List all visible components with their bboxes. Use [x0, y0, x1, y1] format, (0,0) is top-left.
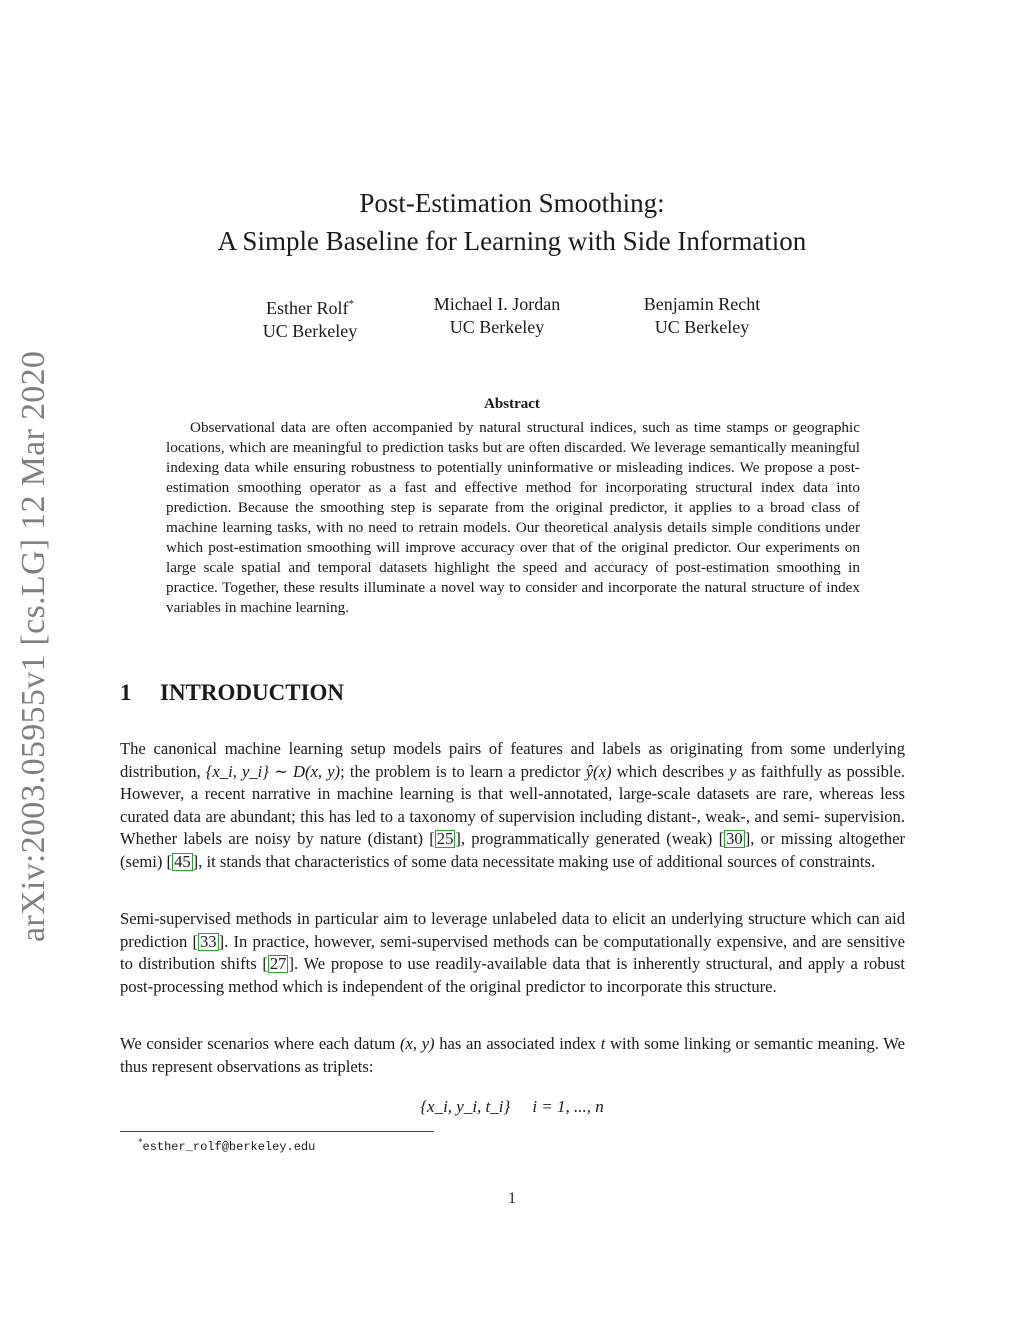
- math-index: t: [600, 1034, 606, 1053]
- footnote-mark: *: [138, 1137, 143, 1147]
- footnote-email[interactable]: esther_rolf@berkeley.edu: [142, 1140, 316, 1154]
- equation-set: {x_i, y_i, t_i}: [420, 1097, 511, 1116]
- author-3: [602, 293, 802, 339]
- author-2: [397, 293, 597, 339]
- footnote-mark: *: [348, 298, 354, 310]
- intro-paragraph-1: The canonical machine learning setup models pairs of features and labels as originating from some underlying distribution, {x_i, y_i} ∼ D(x, y); the problem is to learn a predictor ŷ(x) which describes y as faithfully as possible. However, a recent narrative in machine learning is that well-annotated, large-scale datasets are rare, whereas less curated data are abundant; this has led to a taxonomy of supervision including distant-, weak-, and semi- supervision. Whether labels are noisy by nature (distant) [ 25 ], programmatically generated (weak) [ 30 ], or missing altogether (semi) [ 45 ], it stands that characteristics of some data necessitate making use of additional sources of constraints.: [120, 739, 905, 871]
- section-heading: [120, 680, 344, 706]
- author-1: [210, 293, 410, 343]
- author-name: Michael I. Jordan: [433, 294, 561, 314]
- page-number: 1: [508, 1190, 516, 1207]
- citation-link[interactable]: 25: [436, 829, 454, 849]
- author-affiliation: UC Berkeley: [449, 317, 545, 337]
- citation-link[interactable]: 33: [200, 931, 217, 951]
- author-affiliation: UC Berkeley: [654, 317, 750, 337]
- paper-title: [0, 184, 1024, 260]
- author-block: [0, 293, 1024, 343]
- section-title: INTRODUCTION: [160, 680, 345, 705]
- intro-paragraph-3: We consider scenarios where each datum (x, y) has an associated index t with some linking or semantic meaning. We thus represent observations as triplets:: [120, 1034, 905, 1076]
- math-distribution: {x_i, y_i} ∼ D(x, y): [205, 761, 341, 781]
- triplet-equation: [0, 1097, 1024, 1117]
- footnote-divider: [120, 1131, 434, 1132]
- section-number: 1: [120, 680, 132, 705]
- arxiv-identifier-stamp: arXiv:2003.05955v1 [cs.LG] 12 Mar 2020: [15, 350, 52, 942]
- math-y: y: [729, 761, 737, 781]
- author-name: Benjamin Recht: [643, 294, 761, 314]
- math-predictor: ŷ(x): [585, 761, 612, 781]
- author-affiliation: UC Berkeley: [262, 321, 358, 341]
- abstract-body: Observational data are often accompanied by natural structural indices, such as time stamps or geographic locations, which are meaningful to prediction tasks but are often discarded. We leverage semantically meaningful indexing data while ensuring robustness to potentially uninformative or misleading indices. We propose a post-estimation smoothing operator as a fast and effective method for incorporating structural index data into prediction. Because the smoothing step is separate from the original predictor, it applies to a broad class of machine learning tasks, with no need to retrain models. Our theoretical analysis details simple conditions under which post-estimation smoothing will improve accuracy over that of the original predictor. Our experiments on large scale spatial and temporal datasets highlight the speed and accuracy of post-estimation smoothing in practice. Together, these results illuminate a novel way to consider and incorporate the natural structure of index variables in machine learning.: [166, 419, 860, 616]
- citation-link[interactable]: 45: [174, 851, 191, 871]
- math-datum: (x, y): [400, 1034, 435, 1053]
- title-line-1: Post-Estimation Smoothing:: [359, 188, 665, 218]
- citation-link[interactable]: 27: [269, 954, 287, 974]
- footnote: [138, 1137, 315, 1154]
- abstract-heading: Abstract: [484, 396, 540, 412]
- intro-paragraph-2: Semi-supervised methods in particular aim to leverage unlabeled data to elicit an underlying structure which can aid prediction [ 33 ]. In practice, however, semi-supervised methods can be computationally expensive, and are sensitive to distribution shifts [ 27 ]. We propose to use readily-available data that is inherently structural, and apply a robust post-processing method which is independent of the original predictor to incorporate this structure.: [120, 909, 905, 996]
- title-line-2: A Simple Baseline for Learning with Side Information: [217, 226, 807, 256]
- citation-link[interactable]: 30: [726, 829, 743, 849]
- equation-range: i = 1, ..., n: [532, 1097, 604, 1116]
- author-name: Esther Rolf: [266, 298, 349, 318]
